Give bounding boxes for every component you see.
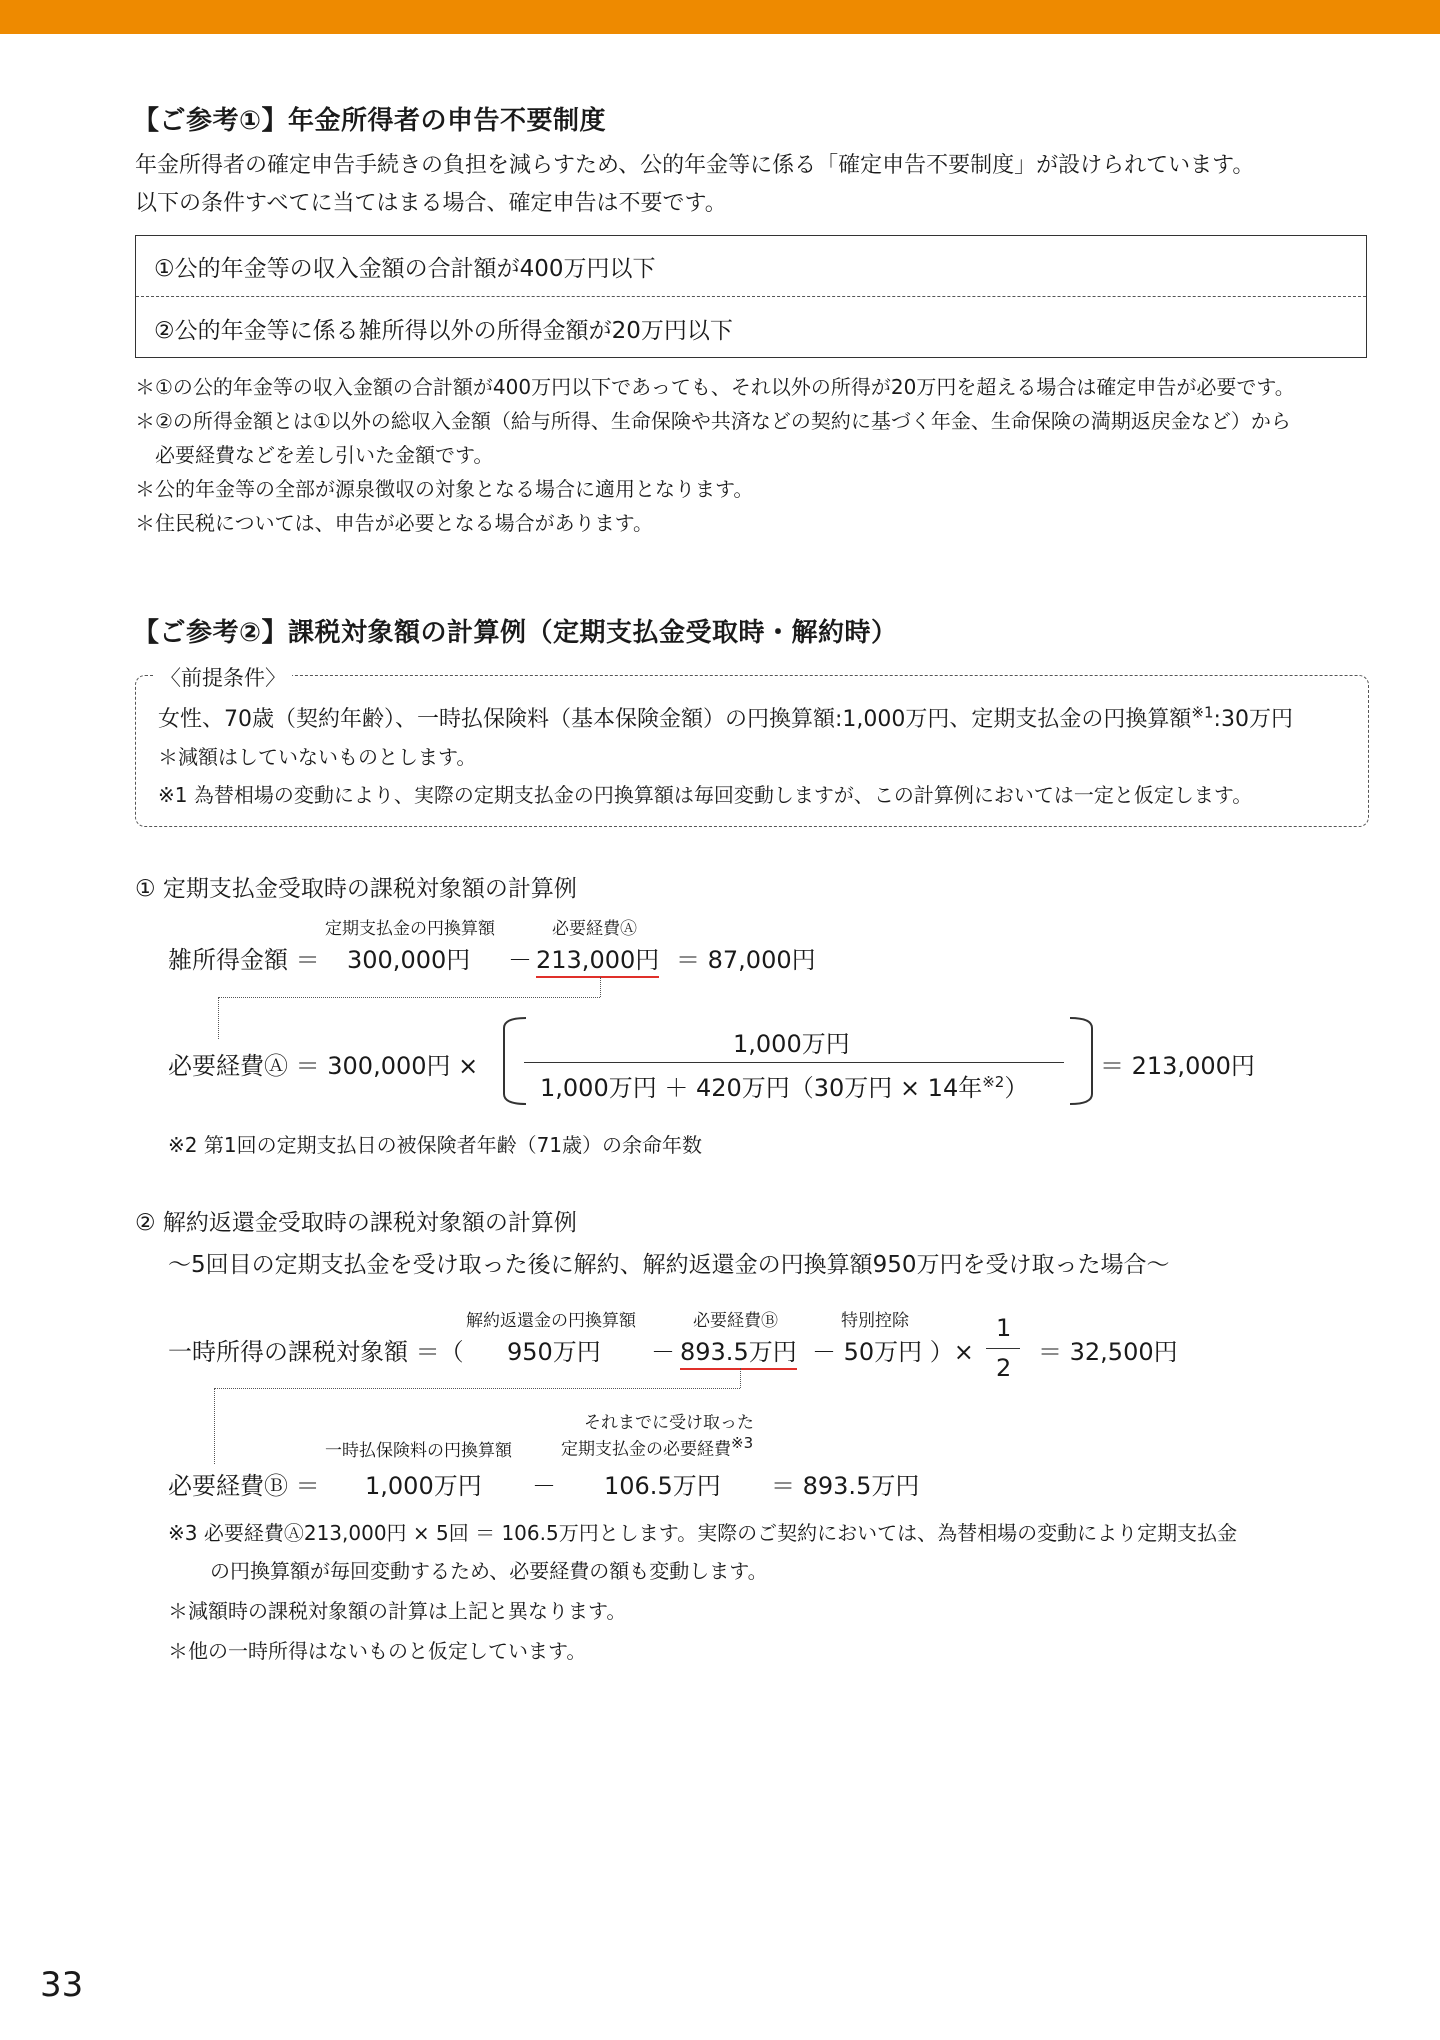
calc2-frac-line (986, 1348, 1020, 1349)
calc1-denominator-close: ） (1004, 1074, 1029, 1102)
calc1-minus: － (508, 946, 532, 974)
calc2-title: ② 解約返還金受取時の課税対象額の計算例 (135, 1210, 577, 1236)
calc2-subtitle: 〜5回目の定期支払金を受け取った後に解約、解約返還金の円換算額950万円を受け取った場合〜 (168, 1252, 1170, 1278)
premise-note-2: ※1 為替相場の変動により、実際の定期支払金の円換算額は毎回変動しますが、この計算例においては一定と仮定します。 (158, 783, 1253, 807)
condition-2: ②公的年金等に係る雑所得以外の所得金額が20万円以下 (154, 318, 733, 344)
calc2-connector-v2 (214, 1388, 215, 1464)
calc1-title: ① 定期支払金受取時の課税対象額の計算例 (135, 876, 577, 902)
calc2-label-special-deduction: 特別控除 (841, 1311, 909, 1331)
ref1-note-4: ＊住民税については、申告が必要となる場合があります。 (135, 511, 653, 535)
calc2-note-2: ＊減額時の課税対象額の計算は上記と異なります。 (168, 1599, 627, 1623)
calc2-note-3: ＊他の一時所得はないものと仮定しています。 (168, 1639, 587, 1663)
page-number: 33 (40, 1965, 84, 2005)
calc2-expense-lhs: 必要経費Ⓑ ＝ (168, 1472, 320, 1500)
calc2-value2: 893.5万円 (680, 1332, 797, 1370)
premise-main-text: 女性、70歳（契約年齢）、一時払保険料（基本保険金額）の円換算額:1,000万円、定期支払金の円換算額 (158, 707, 1192, 732)
premise-main (158, 702, 1293, 733)
ref1-note-2-cont: 必要経費などを差し引いた金額です。 (155, 443, 494, 467)
calc1-result: ＝ 87,000円 (676, 946, 816, 974)
calc1-paren-right (1060, 1014, 1100, 1108)
calc2-value1: 950万円 (507, 1338, 601, 1366)
calc2-label-received-2 (561, 1434, 753, 1460)
calc2-result: ＝ 32,500円 (1038, 1338, 1178, 1366)
calc2-frac-num: 1 (996, 1314, 1012, 1342)
calc1-expense-result: ＝ 213,000円 (1100, 1052, 1255, 1080)
calc2-label-expense-b: 必要経費Ⓑ (693, 1311, 778, 1331)
calc2-expense-result: ＝ 893.5万円 (771, 1472, 920, 1500)
condition-1: ①公的年金等の収入金額の合計額が400万円以下 (154, 256, 656, 282)
calc2-expense-value1: 1,000万円 (365, 1472, 482, 1500)
calc2-minus: － (651, 1338, 675, 1366)
calc2-frac-den: 2 (996, 1354, 1012, 1382)
ref2-title: 【ご参考②】課税対象額の計算例（定期支払金受取時・解約時） (133, 618, 898, 648)
ref1-note-1: ＊①の公的年金等の収入金額の合計額が400万円以下であっても、それ以外の所得が20万円を超える場合は確定申告が必要です。 (135, 375, 1295, 399)
calc2-label-received-ref: ※3 (731, 1434, 754, 1452)
calc1-lhs: 雑所得金額 ＝ (168, 946, 320, 974)
premise-tail: :30万円 (1213, 707, 1293, 732)
premise-ref: ※1 (1191, 703, 1214, 722)
conditions-divider (136, 296, 1366, 297)
calc1-label-yen-amount: 定期支払金の円換算額 (325, 919, 495, 939)
ref1-intro-line1: 年金所得者の確定申告手続きの負担を減らすため、公的年金等に係る「確定申告不要制度」が設けられています。 (135, 153, 1255, 178)
ref1-intro-line2: 以下の条件すべてに当てはまる場合、確定申告は不要です。 (135, 191, 727, 216)
calc2-label-received-2-text: 定期支払金の必要経費 (561, 1439, 731, 1460)
ref1-note-3: ＊公的年金等の全部が源泉徴収の対象となる場合に適用となります。 (135, 477, 754, 501)
calc1-denominator (540, 1068, 1028, 1103)
calc2-note-1: ※3 必要経費Ⓐ213,000円 × 5回 ＝ 106.5万円とします。実際のご契約においては、為替相場の変動により定期支払金 (168, 1521, 1238, 1545)
calc1-denominator-text: 1,000万円 ＋ 420万円（30万円 × 14年 (540, 1074, 983, 1102)
ref1-title: 【ご参考①】年金所得者の申告不要制度 (133, 106, 607, 136)
calc1-fraction-line (524, 1062, 1064, 1063)
calc1-connector-v2 (218, 997, 219, 1039)
top-accent-bar (0, 0, 1440, 34)
calc1-paren-left (496, 1014, 536, 1108)
calc2-value3: － 50万円 ）× (812, 1338, 974, 1366)
calc1-expense-lhs: 必要経費Ⓐ ＝ 300,000円 × (168, 1052, 479, 1080)
calc1-value1: 300,000円 (347, 946, 471, 974)
calc1-connector-h (218, 997, 600, 998)
calc2-note-1-cont: の円換算額が毎回変動するため、必要経費の額も変動します。 (210, 1559, 768, 1583)
calc2-connector-v1 (740, 1368, 741, 1388)
ref1-note-2: ＊②の所得金額とは①以外の総収入金額（給与所得、生命保険や共済などの契約に基づく年金、生命保険の満期返戻金など）から (135, 409, 1291, 433)
calc2-expense-minus: － (532, 1472, 556, 1500)
calc2-label-premium: 一時払保険料の円換算額 (325, 1441, 512, 1461)
calc2-label-received-1: それまでに受け取った (584, 1413, 754, 1433)
calc1-connector-v1 (600, 977, 601, 997)
calc2-connector-h (214, 1388, 740, 1389)
calc2-lhs: 一時所得の課税対象額 ＝（ (168, 1338, 464, 1366)
calc1-label-expense-a: 必要経費Ⓐ (552, 919, 637, 939)
calc1-note: ※2 第1回の定期支払日の被保険者年齢（71歳）の余命年数 (168, 1133, 703, 1157)
premise-label: 〈前提条件〉 (154, 662, 292, 692)
calc2-label-refund: 解約返還金の円換算額 (466, 1311, 636, 1331)
premise-box (135, 666, 1369, 827)
calc1-denominator-ref: ※2 (982, 1073, 1005, 1091)
calc2-expense-value2: 106.5万円 (604, 1472, 721, 1500)
calc1-value2: 213,000円 (536, 940, 659, 978)
premise-note-1: ＊減額はしていないものとします。 (158, 745, 477, 769)
conditions-box (135, 235, 1367, 358)
calc1-numerator: 1,000万円 (733, 1030, 850, 1058)
